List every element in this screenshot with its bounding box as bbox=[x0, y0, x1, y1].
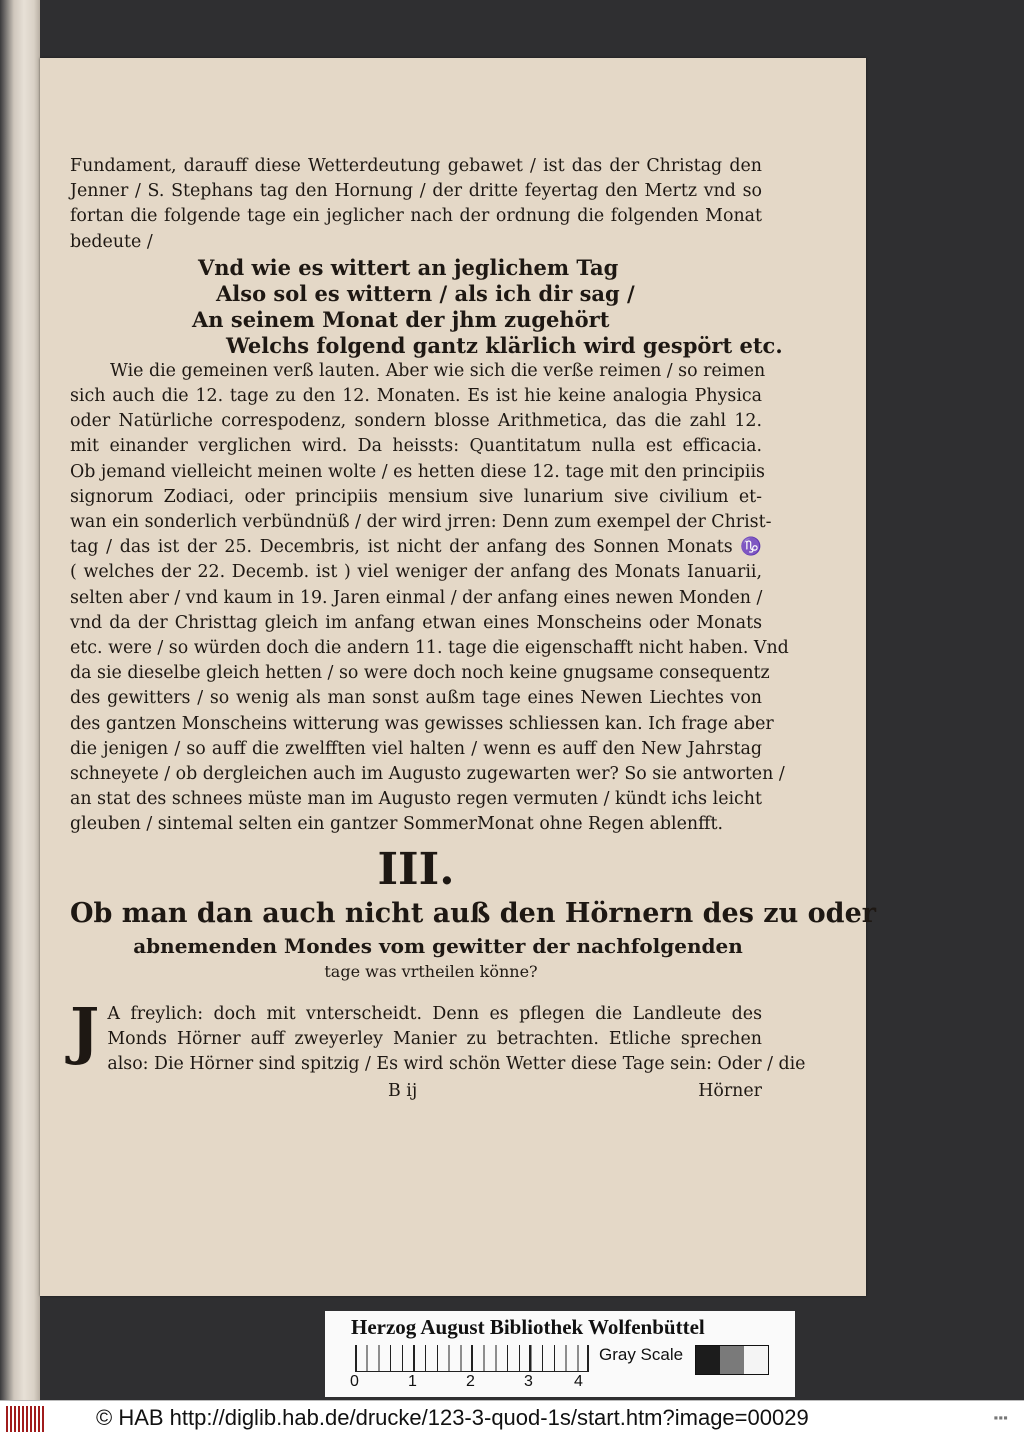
catchword: Hörner bbox=[698, 1081, 762, 1102]
text-line: des gantzen Monscheins witterung was gewisses schliessen kan. Ich frage aber bbox=[70, 713, 774, 734]
corner-marks: ▪▪▪ bbox=[993, 1413, 1008, 1422]
verse-line: Welchs folgend gantz klärlich wird gespört etc. bbox=[226, 332, 783, 358]
ruler-tick bbox=[355, 1345, 357, 1371]
text-line: etc. were / so würden doch die andern 11. tage die eigenschafft nicht haben. Vnd bbox=[70, 638, 789, 659]
verse-line: Vnd wie es wittert an jeglichem Tag bbox=[198, 254, 619, 280]
gray-patch-mid bbox=[720, 1346, 744, 1374]
gray-patch-dark bbox=[696, 1346, 720, 1374]
hab-logo-icon bbox=[6, 1406, 44, 1432]
text-line: die jenigen / so auff die zwelfften viel halten / wenn es auff den New Jahrstag bbox=[70, 738, 762, 759]
text-line: oder Natürliche correspodenz, sondern blosse Arithmetica, das die zahl 12. bbox=[70, 411, 762, 432]
text-line: schneyete / ob dergleichen auch im Augusto zugewarten wer? So sie antworten / bbox=[70, 764, 785, 785]
text-line: an stat des schnees müste man im Augusto regen vermuten / kündt ichs leicht bbox=[70, 789, 762, 810]
paragraph-3 bbox=[70, 993, 806, 1106]
text-line: gleuben / sintemal selten ein gantzer SommerMonat ohne Regen ablenfft. bbox=[70, 814, 723, 835]
gray-scale-patches bbox=[695, 1345, 769, 1375]
heading-line: tage was vrtheilen könne? bbox=[324, 961, 538, 981]
text-line: selten aber / vnd kaum in 19. Jaren einmal / der anfang eines newen Monden / bbox=[70, 587, 763, 608]
text-line: fortan die folgende tage ein jeglicher nach der ordnung die folgenden Monat bbox=[70, 206, 762, 227]
text-line: Monds Hörner auff zweyerley Manier zu betrachten. Etliche sprechen bbox=[107, 1028, 762, 1049]
page-footer-line bbox=[70, 1079, 762, 1105]
drop-cap: J bbox=[70, 993, 100, 1067]
verse-line: Also sol es wittern / als ich dir sag / bbox=[216, 280, 635, 306]
ruler-tick bbox=[471, 1345, 473, 1371]
ruler-tick bbox=[529, 1345, 531, 1371]
text-line: tag / das ist der 25. Decembris, ist nicht der anfang des Sonnen Monats ♑ bbox=[70, 537, 762, 558]
ruler-number: 0 bbox=[350, 1373, 359, 1390]
text-line: Wie die gemeinen verß lauten. Aber wie sich die verße reimen / so reimen bbox=[110, 360, 766, 381]
paragraph-2 bbox=[70, 359, 789, 838]
footer-bar bbox=[0, 1400, 1024, 1437]
text-line: A freylich: doch mit vnterscheidt. Denn es pflegen die Landleute des bbox=[107, 1003, 762, 1024]
text-line: bedeute / bbox=[70, 231, 153, 252]
page-text bbox=[70, 154, 876, 1105]
copyright-link[interactable]: © HAB http://diglib.hab.de/drucke/123-3-quod-1s/start.htm?image=00029 bbox=[96, 1405, 809, 1430]
text-line: Ob jemand vielleicht meinen wolte / es hetten diese 12. tage mit den principiis bbox=[70, 461, 765, 482]
adjacent-page-edge bbox=[0, 0, 40, 1400]
text-line: des gewitters / so wenig als man sonst außm tage eines Newen Liechtes von bbox=[70, 688, 762, 709]
gray-scale-label: Gray Scale bbox=[599, 1345, 684, 1364]
verse-line: An seinem Monat der jhm zugehört bbox=[192, 306, 610, 332]
section-heading bbox=[70, 896, 876, 984]
ruler-tick bbox=[413, 1345, 415, 1371]
ruler-number: 4 bbox=[574, 1373, 583, 1390]
text-line: ( welches der 22. Decemb. ist ) viel weniger der anfang des Monats Ianuarii, bbox=[70, 562, 762, 583]
heading-line: Ob man dan auch nicht auß den Hörnern des zu oder bbox=[70, 897, 876, 929]
verse-block bbox=[70, 254, 783, 359]
text-line: da sie dieselbe gleich hetten / so were doch noch keine gnugsame consequentz bbox=[70, 663, 770, 684]
ruler-number: 3 bbox=[524, 1373, 533, 1390]
signature-mark: B ij bbox=[388, 1081, 418, 1102]
section-number: III. bbox=[377, 843, 455, 895]
text-line: sich auch die 12. tage zu den 12. Monaten. Es ist hie keine analogia Physica bbox=[70, 386, 762, 407]
ruler-tick bbox=[587, 1345, 589, 1371]
text-line: Jenner / S. Stephans tag den Hornung / der dritte feyertag den Mertz vnd so bbox=[70, 181, 762, 202]
text-line: Fundament, darauff diese Wetterdeutung gebawet / ist das der Christag den bbox=[70, 156, 762, 176]
document-page bbox=[40, 58, 876, 1296]
ruler-number: 2 bbox=[466, 1373, 475, 1390]
paragraph-1 bbox=[70, 154, 762, 255]
text-line: vnd da der Christtag gleich im anfang etwan eines Monscheins oder Monats bbox=[70, 612, 762, 633]
ruler-scale bbox=[355, 1345, 589, 1372]
text-line: also: Die Hörner sind spitzig / Es wird schön Wetter diese Tage sein: Oder / die bbox=[107, 1054, 806, 1075]
text-line: wan ein sonderlich verbündnüß / der wird jrren: Denn zum exempel der Christ- bbox=[70, 512, 772, 533]
library-name: Herzog August Bibliothek Wolfenbüttel bbox=[351, 1315, 705, 1339]
heading-line: abnemenden Mondes vom gewitter der nachfolgenden bbox=[133, 933, 743, 958]
text-line: signorum Zodiaci, oder principiis mensium sive lunarium sive civilium et- bbox=[70, 486, 762, 507]
gray-patch-light bbox=[744, 1346, 768, 1374]
text-line: mit einander verglichen wird. Da heissts: Quantitatum nulla est efficacia. bbox=[70, 436, 762, 457]
color-checker-slip bbox=[325, 1311, 795, 1397]
ruler-number: 1 bbox=[408, 1373, 417, 1390]
